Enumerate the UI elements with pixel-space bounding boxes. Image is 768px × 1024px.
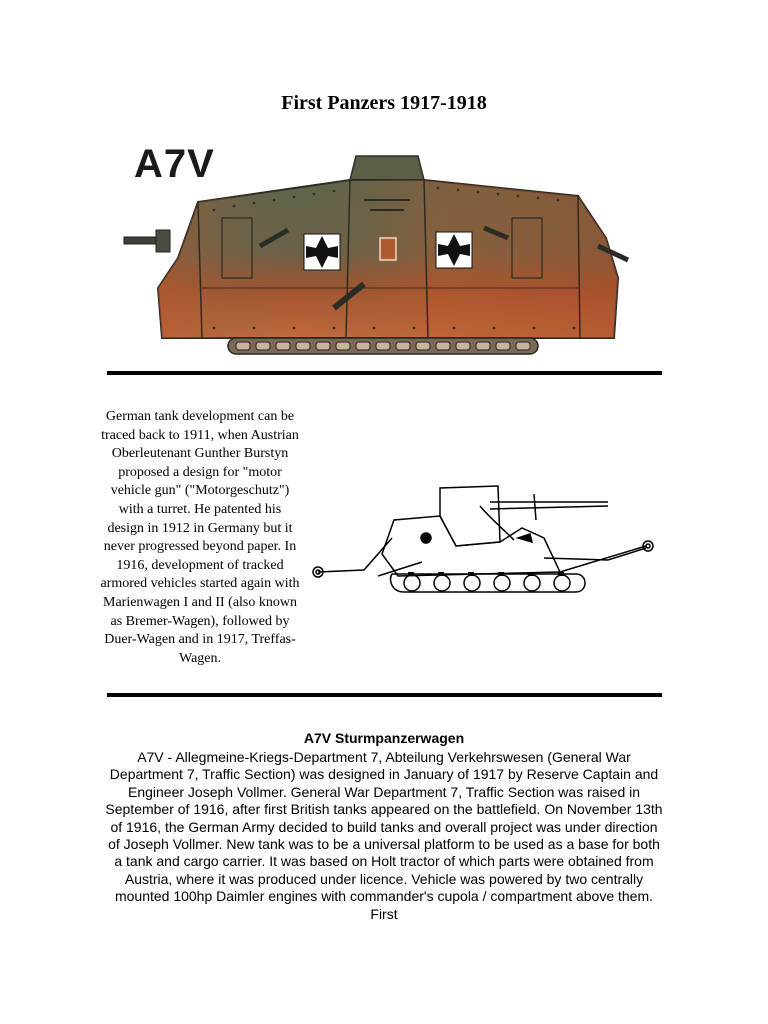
- section-body: A7V - Allegmeine-Kriegs-Department 7, Abteilung Verkehrswesen (General War Department 7, Traffic Section) was designed in January of 1917 by Reserve Captain and Engineer Joseph Vollmer. General War Department 7, Traffic Section was raised in September of 1916, after first British tanks appeared on the battlefield. On November 13th of 1916, the German Army decided to build tanks and overall project was under direction of Joseph Vollmer. New tank was to be a universal platform to be used as a base for both a tank and cargo carrier. It was based on Holt tractor of which parts were obtained from Austria, where it was produced under licence. Vehicle was powered by two centrally mounted 100hp Daimler engines with commander's cupola / compartment above them. First: [105, 749, 663, 922]
- tank-line-drawing: [308, 476, 658, 606]
- a7v-tank-illustration: [118, 138, 638, 368]
- iron-cross-left: [304, 234, 340, 270]
- page-title: First Panzers 1917-1918: [281, 92, 487, 114]
- section-heading: A7V Sturmpanzerwagen: [303, 730, 465, 746]
- line-drawing-svg: [308, 476, 658, 606]
- divider-top: [107, 371, 662, 375]
- tank-label: A7V: [134, 142, 215, 186]
- iron-cross-right: [436, 232, 472, 268]
- divider-bottom: [107, 693, 662, 697]
- intro-paragraph: German tank development can be traced back to 1911, when Austrian Oberleutenant Gunther Burstyn proposed a design for "motor vehicle gun" ("Motorgeschutz") with a turret. He patented his design in 1912 in Germany but it never progressed beyond paper. In 1916, development of tracked armored vehicles started again with Marienwagen I and II (also known as Bremer-Wagen), followed by Duer-Wagen and in 1917, Treffas-Wagen.: [100, 409, 300, 666]
